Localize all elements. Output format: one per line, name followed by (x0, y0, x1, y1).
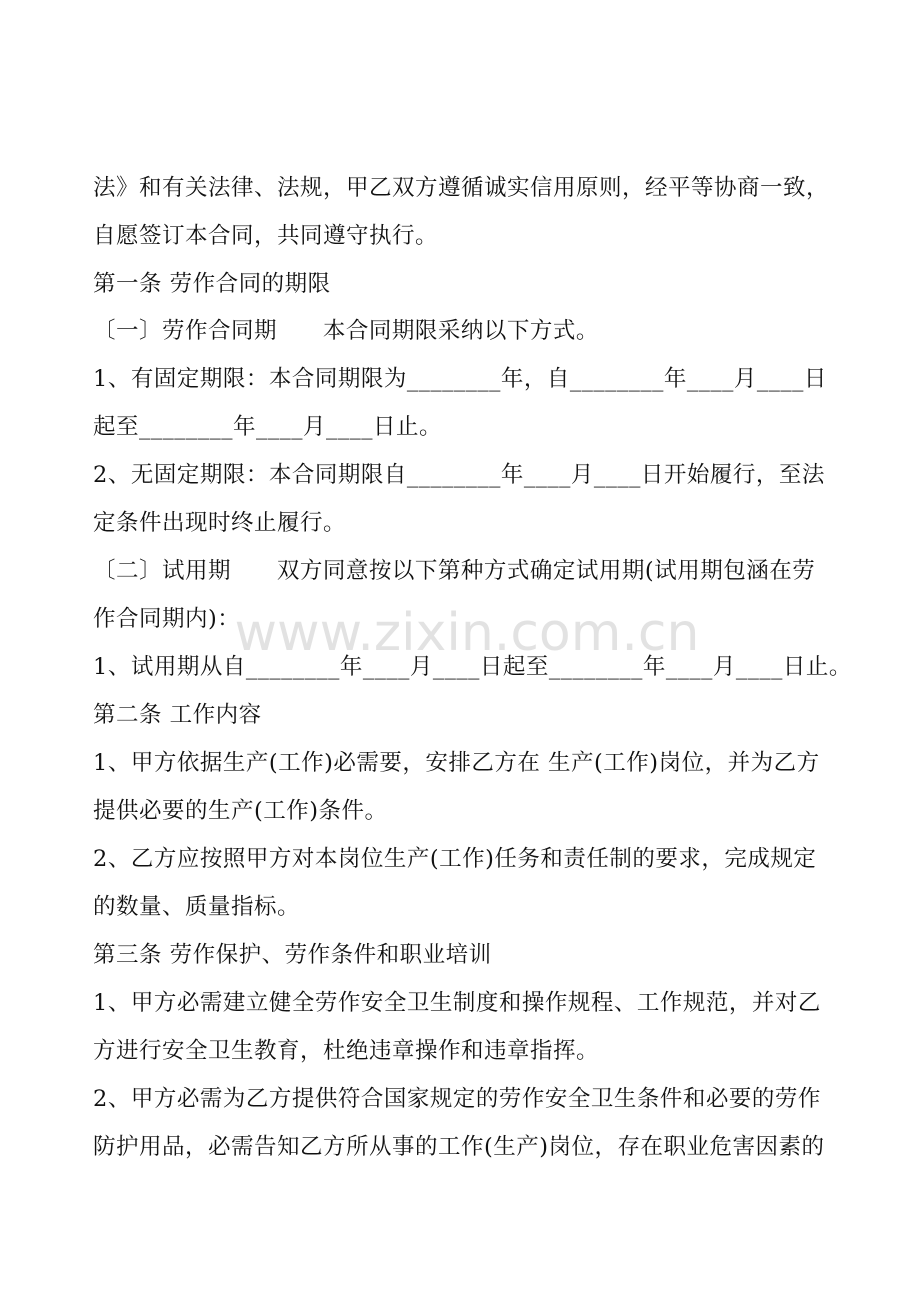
document-line: 1、甲方依据生产(工作)必需要，安排乙方在 生产(工作)岗位，并为乙方 (93, 750, 820, 776)
document-line: 1、有固定期限：本合同期限为________年，自________年____月____日 (93, 366, 827, 392)
document-line: 法》和有关法律、法规，甲乙双方遵循诚实信用原则，经平等协商一致， (93, 175, 830, 201)
section-heading: 第一条 劳作合同的期限 (93, 271, 331, 297)
document-line: 作合同期内)： (93, 606, 241, 632)
document-line: 自愿签订本合同，共同遵守执行。 (93, 223, 439, 249)
document-line: 起至________年____月____日止。 (93, 414, 443, 440)
subsection-heading: 〔二〕试用期 双方同意按以下第种方式确定试用期(试用期包涵在劳 (93, 558, 816, 584)
subsection-heading: 〔一〕劳作合同期 本合同期限采纳以下方式。 (93, 318, 599, 344)
document-line: 1、甲方必需建立健全劳作安全卫生制度和操作规程、工作规范，并对乙 (93, 990, 821, 1016)
document-line: 方进行安全卫生教育，杜绝违章操作和违章指挥。 (93, 1038, 600, 1064)
section-heading: 第三条 劳作保护、劳作条件和职业培训 (93, 942, 492, 968)
document-line: 1、试用期从自________年____月____日起至________年____月____日止。 (93, 654, 852, 680)
section-heading: 第二条 工作内容 (93, 702, 262, 728)
document-line: 2、甲方必需为乙方提供符合国家规定的劳作安全卫生条件和必要的劳作 (93, 1086, 821, 1112)
document-line: 2、乙方应按照甲方对本岗位生产(工作)任务和责任制的要求，完成规定 (93, 846, 817, 872)
document-line: 的数量、质量指标。 (93, 894, 301, 920)
watermark: www.zixin.com.cn (234, 603, 700, 663)
document-line: 提供必要的生产(工作)条件。 (93, 798, 388, 824)
document-line: 2、无固定期限：本合同期限自________年____月____日开始履行，至法 (93, 462, 825, 488)
document-line: 防护用品，必需告知乙方所从事的工作(生产)岗位，存在职业危害因素的 (93, 1134, 825, 1160)
document-line: 定条件出现时终止履行。 (93, 510, 347, 536)
